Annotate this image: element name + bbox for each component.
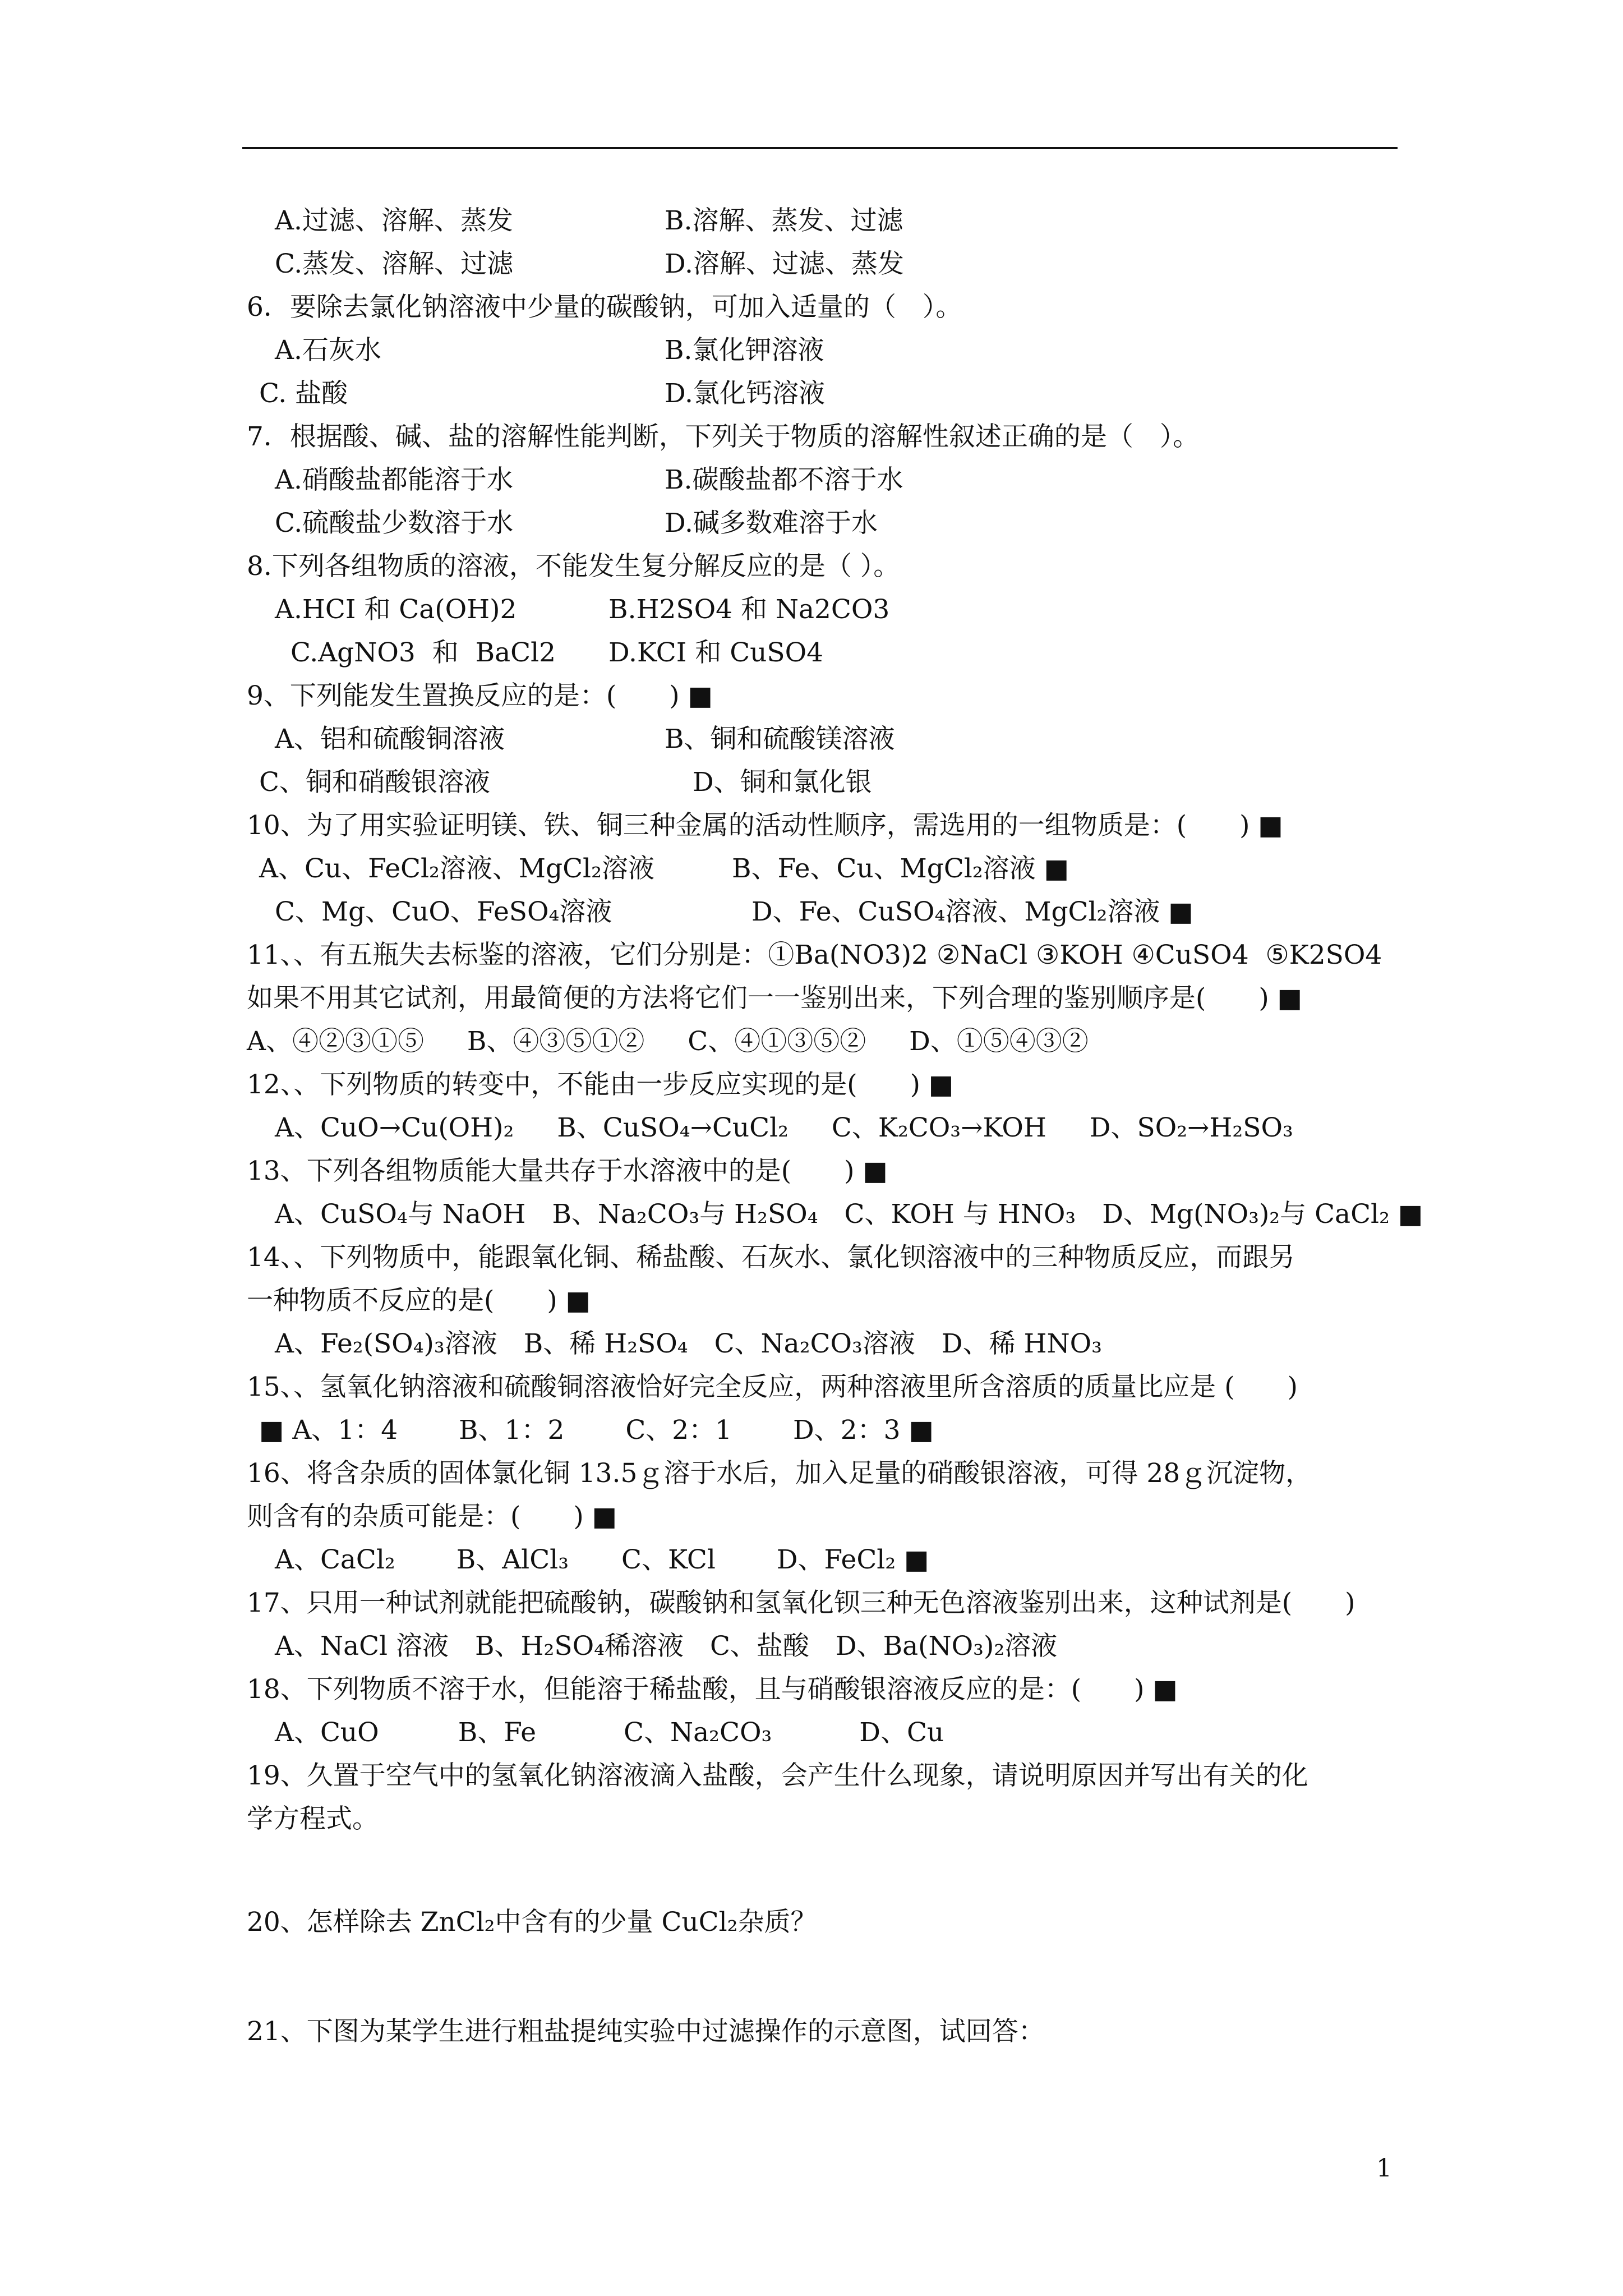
q5-options-row-2 bbox=[247, 242, 1413, 286]
q10-option-a: A、Cu、FeCl₂溶液、MgCl₂溶液 bbox=[259, 853, 654, 884]
q10-option-c: C、Mg、CuO、FeSO₄溶液 bbox=[275, 896, 612, 927]
q9-stem: 9、下列能发生置换反应的是：( ) ■ bbox=[247, 680, 713, 711]
q7-option-b: B.碳酸盐都不溶于水 bbox=[665, 464, 903, 495]
q8-stem: 8.下列各组物质的溶液，不能发生复分解反应的是（ ）。 bbox=[247, 551, 900, 582]
q10-options-row-2 bbox=[247, 890, 1413, 933]
q7-options-row-1 bbox=[247, 458, 1413, 501]
q9-options-row-1 bbox=[247, 717, 1413, 761]
q20-stem: 20、怎样除去 ZnCl₂中含有的少量 CuCl₂杂质？ bbox=[247, 1907, 817, 1938]
q5-option-a: A.过滤、溶解、蒸发 bbox=[275, 205, 513, 236]
q6-option-a: A.石灰水 bbox=[275, 335, 381, 366]
q21-stem: 21、下图为某学生进行粗盐提纯实验中过滤操作的示意图，试回答： bbox=[247, 2016, 1045, 2047]
q10-stem: 10、为了用实验证明镁、铁、铜三种金属的活动性顺序，需选用的一组物质是：( ) ■ bbox=[247, 810, 1283, 841]
q8-option-a: A.HCI 和 Ca(OH)2 bbox=[275, 594, 517, 625]
q7-stem: 7．根据酸、碱、盐的溶解性能判断，下列关于物质的溶解性叙述正确的是（ ）。 bbox=[247, 421, 1200, 452]
q7-option-c: C.硫酸盐少数溶于水 bbox=[275, 508, 514, 539]
q15-options: ■ A、1：4 B、1：2 C、2：1 D、2：3 ■ bbox=[259, 1415, 934, 1446]
q9-option-d: D、铜和氯化银 bbox=[693, 767, 872, 798]
q8-options-row-1 bbox=[247, 588, 1413, 631]
q10-option-b: B、Fe、Cu、MgCl₂溶液 ■ bbox=[732, 853, 1069, 884]
q8-option-c: C.AgNO3 和 BaCl2 bbox=[291, 637, 556, 668]
q8-options-row-2 bbox=[247, 631, 1413, 674]
q9-option-a: A、铝和硫酸铜溶液 bbox=[275, 724, 505, 754]
q17-stem: 17、只用一种试剂就能把硫酸钠，碳酸钠和氢氧化钡三种无色溶液鉴别出来，这种试剂是( ) bbox=[247, 1588, 1355, 1618]
q7-options-row-2 bbox=[247, 501, 1413, 545]
q9-option-b: B、铜和硫酸镁溶液 bbox=[665, 724, 895, 754]
q5-option-d: D.溶解、过滤、蒸发 bbox=[665, 249, 904, 279]
q9-option-c: C、铜和硝酸银溶液 bbox=[259, 767, 490, 798]
exam-page bbox=[247, 199, 1423, 2053]
q12-options: A、CuO→Cu(OH)₂ B、CuSO₄→CuCl₂ C、K₂CO₃→KOH D、SO₂→H₂SO₃ bbox=[275, 1112, 1293, 1143]
q7-option-a: A.硝酸盐都能溶于水 bbox=[275, 464, 513, 495]
page-number: 1 bbox=[1376, 2154, 1392, 2183]
q16-stem-line-1: 16、将含杂质的固体氯化铜 13.5ｇ溶于水后，加入足量的硝酸银溶液，可得 28ｇ沉淀物， bbox=[247, 1458, 1312, 1489]
q6-options-row-2 bbox=[247, 372, 1413, 415]
q8-option-b: B.H2SO4 和 Na2CO3 bbox=[608, 594, 890, 625]
q12-stem: 12、、下列物质的转变中，不能由一步反应实现的是( ) ■ bbox=[247, 1069, 954, 1100]
q16-stem-line-2: 则含有的杂质可能是：( ) ■ bbox=[247, 1501, 617, 1532]
q6-option-b: B.氯化钾溶液 bbox=[665, 335, 824, 366]
q13-stem: 13、下列各组物质能大量共存于水溶液中的是( ) ■ bbox=[247, 1156, 888, 1186]
q10-options-row-1 bbox=[247, 847, 1413, 890]
q19-stem-line-1: 19、久置于空气中的氢氧化钠溶液滴入盐酸，会产生什么现象，请说明原因并写出有关的化 bbox=[247, 1760, 1308, 1791]
q6-option-d: D.氯化钙溶液 bbox=[665, 378, 825, 409]
q18-stem: 18、下列物质不溶于水，但能溶于稀盐酸，且与硝酸银溶液反应的是：( ) ■ bbox=[247, 1674, 1178, 1705]
q11-options: A、④②③①⑤ B、④③⑤①② C、④①③⑤② D、①⑤④③② bbox=[247, 1026, 1089, 1057]
q18-options: A、CuO B、Fe C、Na₂CO₃ D、Cu bbox=[275, 1717, 944, 1748]
q19-answer-space bbox=[247, 1841, 1413, 1901]
header-rule bbox=[242, 147, 1398, 149]
q14-stem-line-1: 14、、下列物质中，能跟氧化铜、稀盐酸、石灰水、氯化钡溶液中的三种物质反应，而跟另 bbox=[247, 1242, 1295, 1273]
q14-options: A、Fe₂(SO₄)₃溶液 B、稀 H₂SO₄ C、Na₂CO₃溶液 D、稀 HNO₃ bbox=[275, 1328, 1102, 1359]
q5-options-row-1 bbox=[247, 199, 1413, 242]
q9-options-row-2 bbox=[247, 761, 1413, 804]
q20-answer-space bbox=[247, 1944, 1413, 2010]
q19-stem-line-2: 学方程式。 bbox=[247, 1803, 379, 1834]
q5-option-b: B.溶解、蒸发、过滤 bbox=[665, 205, 903, 236]
q13-options: A、CuSO₄与 NaOH B、Na₂CO₃与 H₂SO₄ C、KOH 与 HNO₃ D、Mg(NO₃)₂与 CaCl₂ ■ bbox=[275, 1199, 1423, 1230]
q8-option-d: D.KCI 和 CuSO4 bbox=[608, 637, 824, 668]
q10-option-d: D、Fe、CuSO₄溶液、MgCl₂溶液 ■ bbox=[751, 896, 1193, 927]
q17-options: A、NaCl 溶液 B、H₂SO₄稀溶液 C、盐酸 D、Ba(NO₃)₂溶液 bbox=[275, 1631, 1058, 1662]
q6-options-row-1 bbox=[247, 329, 1413, 372]
q6-stem: 6．要除去氯化钠溶液中少量的碳酸钠，可加入适量的（ ）。 bbox=[247, 292, 962, 323]
q11-stem-line-1: 11、、有五瓶失去标鉴的溶液，它们分别是：①Ba(NO3)2 ②NaCl ③KOH ④CuSO4 ⑤K2SO4 bbox=[247, 940, 1382, 970]
q7-option-d: D.碱多数难溶于水 bbox=[665, 508, 878, 539]
q16-options: A、CaCl₂ B、AlCl₃ C、KCl D、FeCl₂ ■ bbox=[275, 1544, 929, 1575]
q14-stem-line-2: 一种物质不反应的是( ) ■ bbox=[247, 1285, 591, 1316]
q15-stem: 15、、氢氧化钠溶液和硫酸铜溶液恰好完全反应，两种溶液里所含溶质的质量比应是 ( ) bbox=[247, 1372, 1298, 1402]
q11-stem-line-2: 如果不用其它试剂，用最简便的方法将它们一一鉴别出来，下列合理的鉴别顺序是( ) ■ bbox=[247, 983, 1303, 1014]
q6-option-c: C. 盐酸 bbox=[259, 378, 348, 409]
q5-option-c: C.蒸发、溶解、过滤 bbox=[275, 249, 514, 279]
